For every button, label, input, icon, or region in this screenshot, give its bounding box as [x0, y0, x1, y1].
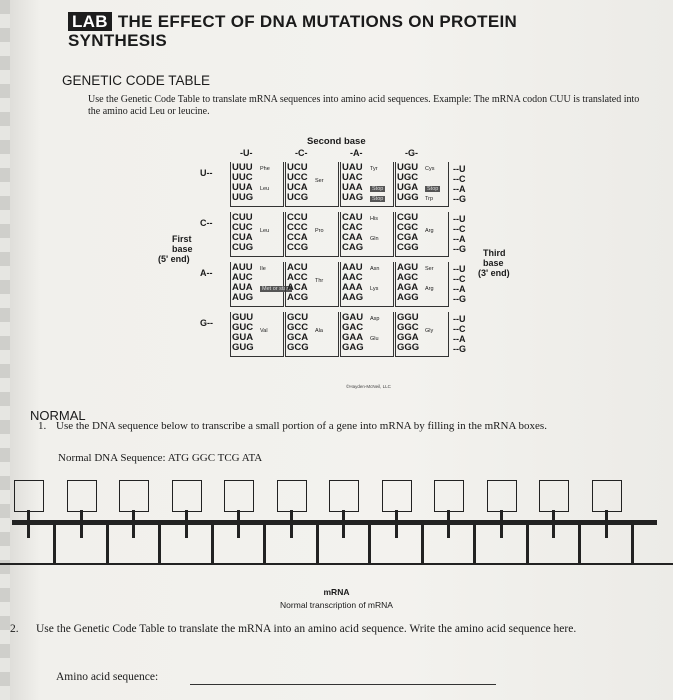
backbone-stem [106, 525, 109, 563]
question-2-text: Use the Genetic Code Table to translate the mRNA into an amino acid sequence. Write the amino acid sequence here. [36, 623, 577, 635]
third-base-2-3: --G [453, 294, 466, 304]
codon: AUA [232, 282, 253, 293]
backbone-stem [473, 525, 476, 563]
instructions-text: Use the Genetic Code Table to translate mRNA sequences into amino acid sequences. Example: The mRNA codon CUU is translated into the amino acid Leu or leucine. [88, 94, 640, 117]
codon: UAU [342, 162, 363, 173]
first-base-label-1: base [172, 244, 193, 254]
backbone-stem [263, 525, 266, 563]
amino-acid-label: Gln [370, 236, 379, 242]
codon: GAA [342, 332, 364, 343]
backbone-stem [631, 525, 634, 563]
third-base-0-1: --C [453, 174, 466, 184]
baseline-rule [0, 563, 673, 565]
third-base-0-2: --A [453, 184, 466, 194]
codon: ACA [287, 282, 308, 293]
codon: GCG [287, 342, 309, 353]
mrna-box[interactable] [382, 480, 412, 512]
codon: GUA [232, 332, 254, 343]
codon: GUC [232, 322, 254, 333]
codon: AUG [232, 292, 254, 303]
base-stem [395, 510, 398, 538]
amino-acid-label: Leu [260, 228, 270, 234]
base-stem [237, 510, 240, 538]
amino-acid-label: Arg [425, 228, 434, 234]
question-2-number: 2. [10, 623, 19, 635]
base-stem [552, 510, 555, 538]
mrna-box[interactable] [487, 480, 517, 512]
mrna-box[interactable] [119, 480, 149, 512]
amino-acid-label: Ala [315, 328, 323, 334]
codon: UAG [342, 192, 364, 203]
codon: CUU [232, 212, 253, 223]
codon: CGG [397, 242, 419, 253]
amino-acid-label: Ser [425, 266, 434, 272]
codon: UAA [342, 182, 363, 193]
amino-acid-label: Gly [425, 328, 434, 334]
codon: ACC [287, 272, 308, 283]
amino-acid-answer-line[interactable] [190, 684, 496, 685]
codon: AUC [232, 272, 253, 283]
page-title: LAB THE EFFECT OF DNA MUTATIONS ON PROTEIN SYNTHESIS [68, 12, 518, 50]
mrna-box[interactable] [539, 480, 569, 512]
codon: CAG [342, 242, 364, 253]
codon: GGU [397, 312, 419, 323]
codon: ACU [287, 262, 308, 273]
mrna-strand-diagram [0, 470, 673, 580]
amino-acid-label: Phe [260, 166, 270, 172]
codon: GUG [232, 342, 254, 353]
question-1-text: Use the DNA sequence below to transcribe a small portion of a gene into mRNA by filling in the mRNA boxes. [56, 420, 547, 432]
codon: UGU [397, 162, 419, 173]
backbone-stem [158, 525, 161, 563]
mrna-box[interactable] [14, 480, 44, 512]
second-base-label: Second base [307, 136, 366, 147]
first-base-1: C-- [200, 218, 213, 228]
codon: CAU [342, 212, 363, 223]
amino-acid-label: Glu [370, 336, 379, 342]
codon: AGU [397, 262, 419, 273]
dna-sequence-line [58, 452, 262, 464]
codon: CUA [232, 232, 253, 243]
codon: GCC [287, 322, 309, 333]
amino-acid-label: His [370, 216, 378, 222]
third-base-1-3: --G [453, 244, 466, 254]
codon: CAC [342, 222, 363, 233]
third-base-3-1: --C [453, 324, 466, 334]
second-base-3: -G- [405, 148, 418, 158]
codon: GAU [342, 312, 364, 323]
codon: CCU [287, 212, 308, 223]
lab-badge: LAB [68, 12, 112, 31]
third-base-3-2: --A [453, 334, 466, 344]
codon: UCG [287, 192, 309, 203]
base-stem [185, 510, 188, 538]
base-stem [605, 510, 608, 538]
amino-acid-label: Trp [425, 196, 434, 202]
third-base-2-2: --A [453, 284, 466, 294]
backbone-stem [368, 525, 371, 563]
codon: CGU [397, 212, 419, 223]
codon: AGG [397, 292, 419, 303]
first-base-label-2: (5' end) [158, 254, 190, 264]
first-base-3: G-- [200, 318, 213, 328]
codon: UGC [397, 172, 419, 183]
first-base-0: U-- [200, 168, 213, 178]
amino-acid-label: Val [260, 328, 268, 334]
third-base-3-3: --G [453, 344, 466, 354]
codon: AAG [342, 292, 364, 303]
codon: GGC [397, 322, 419, 333]
first-base-2: A-- [200, 268, 213, 278]
codon: UGA [397, 182, 419, 193]
codon: AAU [342, 262, 363, 273]
sugar-phosphate-backbone [12, 520, 657, 525]
base-stem [500, 510, 503, 538]
third-base-1-2: --A [453, 234, 466, 244]
third-base-0-3: --G [453, 194, 466, 204]
third-base-2-0: --U [453, 264, 466, 274]
third-base-1-0: --U [453, 214, 466, 224]
base-stem [290, 510, 293, 538]
copyright-note: ©Hayden-McNeil, LLC [346, 384, 391, 389]
codon: CUG [232, 242, 254, 253]
codon: AAA [342, 282, 363, 293]
second-base-1: -C- [295, 148, 308, 158]
codon: UCU [287, 162, 308, 173]
codon: UGG [397, 192, 419, 203]
mrna-box[interactable] [172, 480, 202, 512]
third-base-3-0: --U [453, 314, 466, 324]
mrna-caption-subtitle: Normal transcription of mRNA [280, 600, 393, 610]
amino-acid-label: Arg [425, 286, 434, 292]
base-stem [80, 510, 83, 538]
amino-acid-label: Met or start [262, 286, 290, 292]
codon: UUG [232, 192, 254, 203]
codon: GCU [287, 312, 309, 323]
base-stem [342, 510, 345, 538]
third-base-1-1: --C [453, 224, 466, 234]
first-base-label-0: First [172, 234, 192, 244]
mrna-box[interactable] [67, 480, 97, 512]
mrna-caption-title: mRNA [323, 587, 350, 597]
mrna-box[interactable] [329, 480, 359, 512]
second-base-0: -U- [240, 148, 253, 158]
codon: AGA [397, 282, 419, 293]
codon: AAC [342, 272, 363, 283]
question-1-number: 1. [38, 420, 47, 432]
amino-acid-label: Stop [372, 196, 384, 202]
base-stem [447, 510, 450, 538]
backbone-stem [53, 525, 56, 563]
amino-acid-label: Pro [315, 228, 324, 234]
backbone-stem [211, 525, 214, 563]
third-base-2-1: --C [453, 274, 466, 284]
amino-acid-label: Ile [260, 266, 266, 272]
amino-acid-label: Tyr [370, 166, 378, 172]
dna-label: Normal DNA Sequence: [58, 452, 166, 464]
amino-acid-label: Lys [370, 286, 379, 292]
codon: CCA [287, 232, 308, 243]
second-base-2: -A- [350, 148, 363, 158]
codon: ACG [287, 292, 309, 303]
codon: GUU [232, 312, 254, 323]
codon: AGC [397, 272, 419, 283]
codon: UCC [287, 172, 308, 183]
amino-acid-label: Thr [315, 278, 324, 284]
codon: GAC [342, 322, 364, 333]
amino-acid-label: Asn [370, 266, 380, 272]
codon: UUU [232, 162, 253, 173]
normal-heading: NORMAL [30, 408, 86, 423]
dna-sequence: ATG GGC TCG ATA [167, 452, 263, 464]
backbone-stem [316, 525, 319, 563]
codon: UUC [232, 172, 253, 183]
codon: AUU [232, 262, 253, 273]
genetic-code-table [150, 136, 530, 386]
codon: CGA [397, 232, 419, 243]
mrna-box[interactable] [224, 480, 254, 512]
backbone-stem [578, 525, 581, 563]
amino-acid-label: Asp [370, 316, 380, 322]
codon: GCA [287, 332, 309, 343]
codon: UUA [232, 182, 253, 193]
codon: GGA [397, 332, 419, 343]
codon: CCG [287, 242, 309, 253]
mrna-box[interactable] [434, 480, 464, 512]
amino-acid-label: Stop [372, 186, 384, 192]
codon: UCA [287, 182, 308, 193]
backbone-stem [526, 525, 529, 563]
amino-acid-label: Stop [427, 186, 439, 192]
amino-acid-label: Leu [260, 186, 270, 192]
third-base-label-2: (3' end) [478, 268, 510, 278]
codon: CCC [287, 222, 308, 233]
codon: GGG [397, 342, 420, 353]
mrna-box[interactable] [592, 480, 622, 512]
amino-acid-label: Amino acid sequence: [56, 671, 159, 683]
third-base-label-0: Third [483, 248, 506, 258]
codon: CUC [232, 222, 253, 233]
codon: CGC [397, 222, 419, 233]
base-stem [27, 510, 30, 538]
amino-acid-label: Ser [315, 178, 324, 184]
third-base-label-1: base [483, 258, 504, 268]
third-base-0-0: --U [453, 164, 466, 174]
base-stem [132, 510, 135, 538]
backbone-stem [421, 525, 424, 563]
mrna-box[interactable] [277, 480, 307, 512]
codon: UAC [342, 172, 363, 183]
genetic-code-heading: GENETIC CODE TABLE [62, 73, 211, 88]
codon: CAA [342, 232, 363, 243]
codon: GAG [342, 342, 364, 353]
amino-acid-label: Cys [425, 166, 435, 172]
